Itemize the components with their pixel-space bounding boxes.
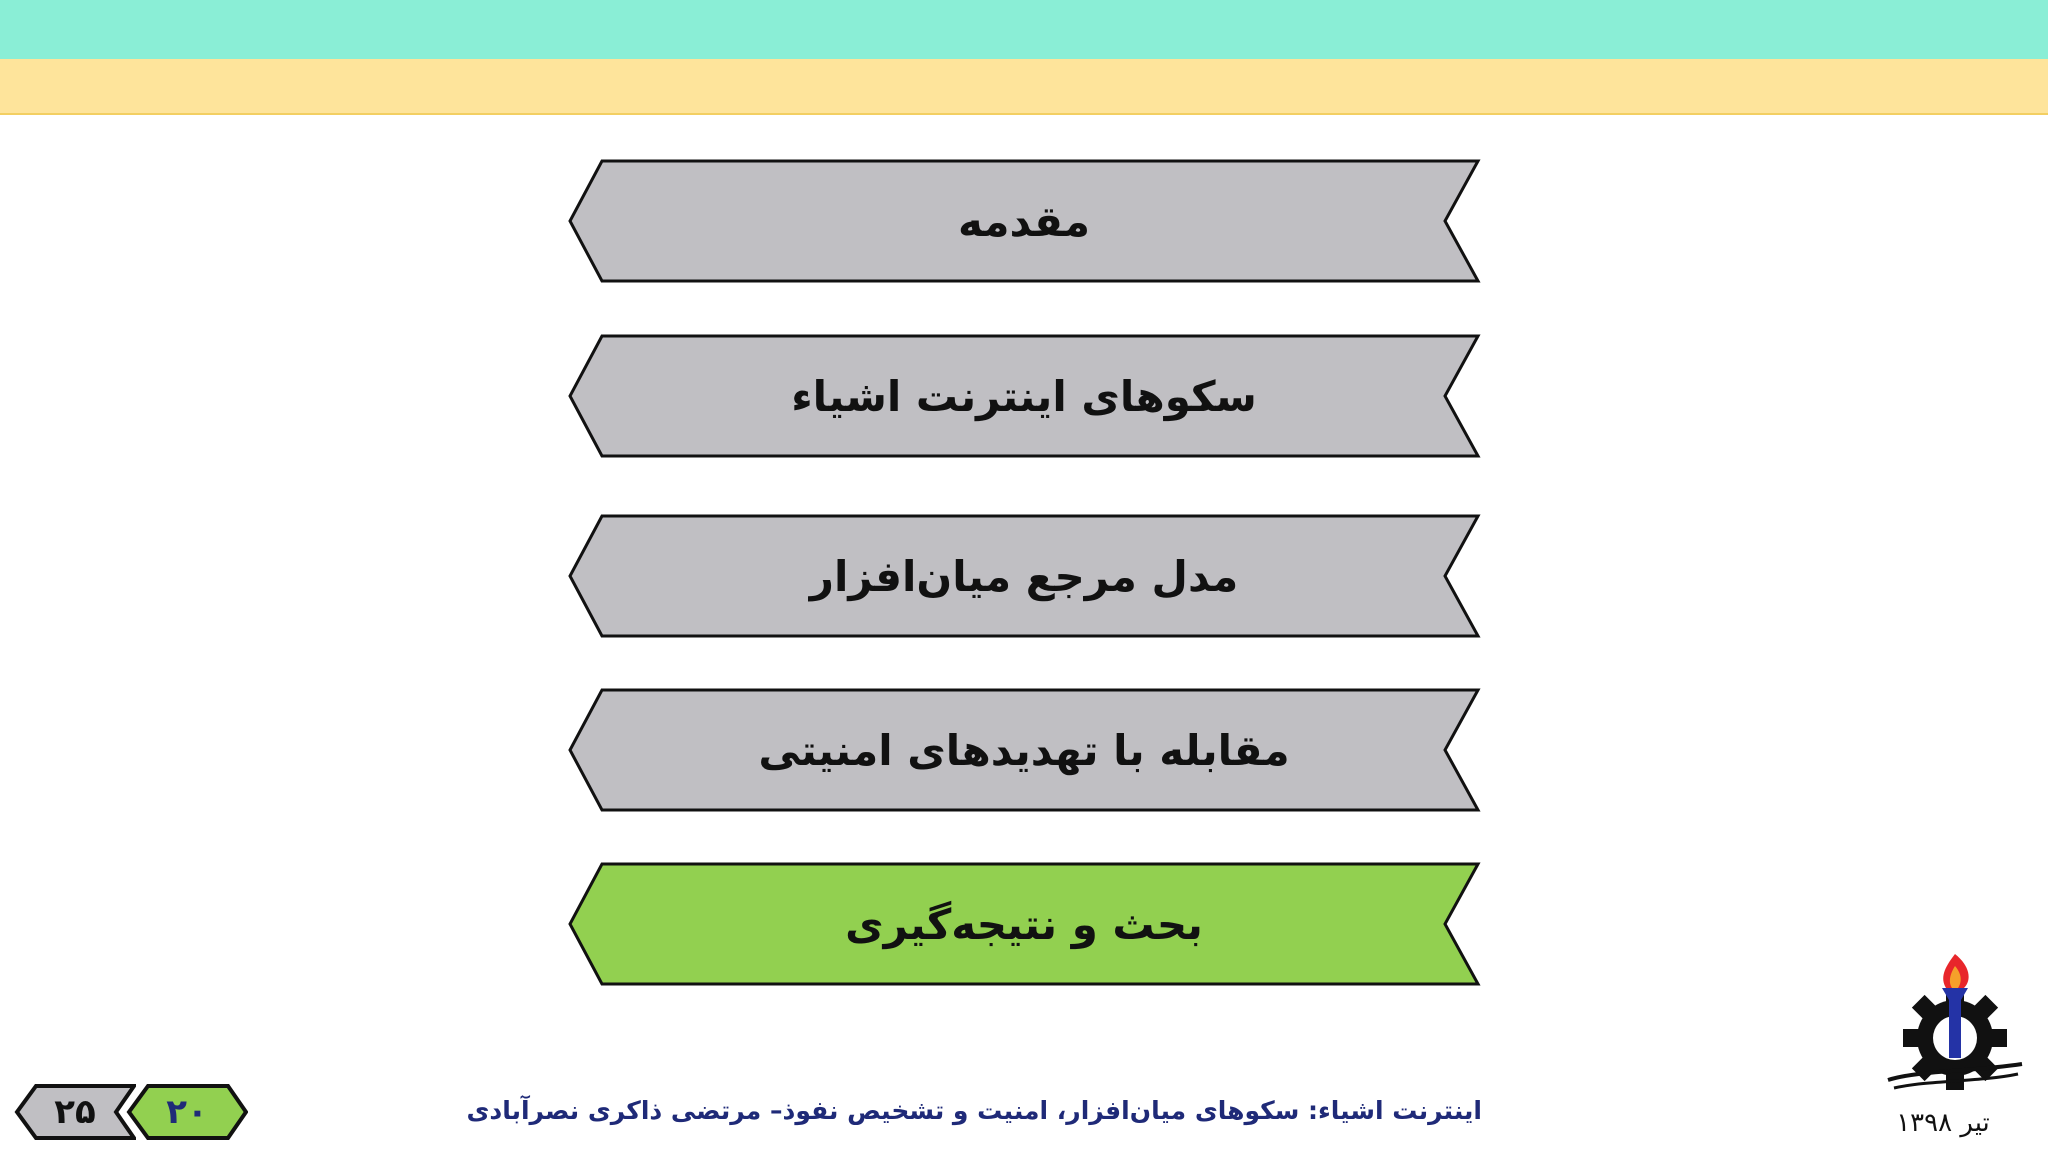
- agenda-item-label: بحث و نتیجه‌گیری: [845, 899, 1203, 949]
- agenda-item-middleware-model[interactable]: [567, 513, 1481, 639]
- total-slides-tag: [14, 1083, 136, 1141]
- agenda-item-label: مدل مرجع میان‌افزار: [809, 551, 1239, 601]
- total-slides-number: ۲۵: [54, 1092, 96, 1132]
- university-logo: [1880, 952, 2030, 1102]
- agenda-item-label: مقابله با تهدیدهای امنیتی: [758, 725, 1290, 775]
- top-color-band: [0, 0, 2048, 59]
- agenda-item-label: سکوهای اینترنت اشیاء: [791, 371, 1257, 421]
- agenda-item-security-threats[interactable]: [567, 687, 1481, 813]
- current-slide-tag: [126, 1083, 248, 1141]
- current-slide-number: ۲۰: [166, 1092, 208, 1132]
- agenda-item-label: مقدمه: [958, 196, 1090, 246]
- agenda-item-intro[interactable]: [567, 158, 1481, 284]
- presentation-footer-title: اینترنت اشیاء: سکوهای میان‌افزار، امنیت و تشخیص نفوذ– مرتضی ذاکری نصرآبادی: [466, 1096, 1482, 1125]
- agenda-item-conclusion-active[interactable]: [567, 861, 1481, 987]
- title-band: [0, 59, 2048, 115]
- date-label: تیر ۱۳۹۸: [1896, 1108, 1990, 1138]
- agenda-item-iot-platforms[interactable]: [567, 333, 1481, 459]
